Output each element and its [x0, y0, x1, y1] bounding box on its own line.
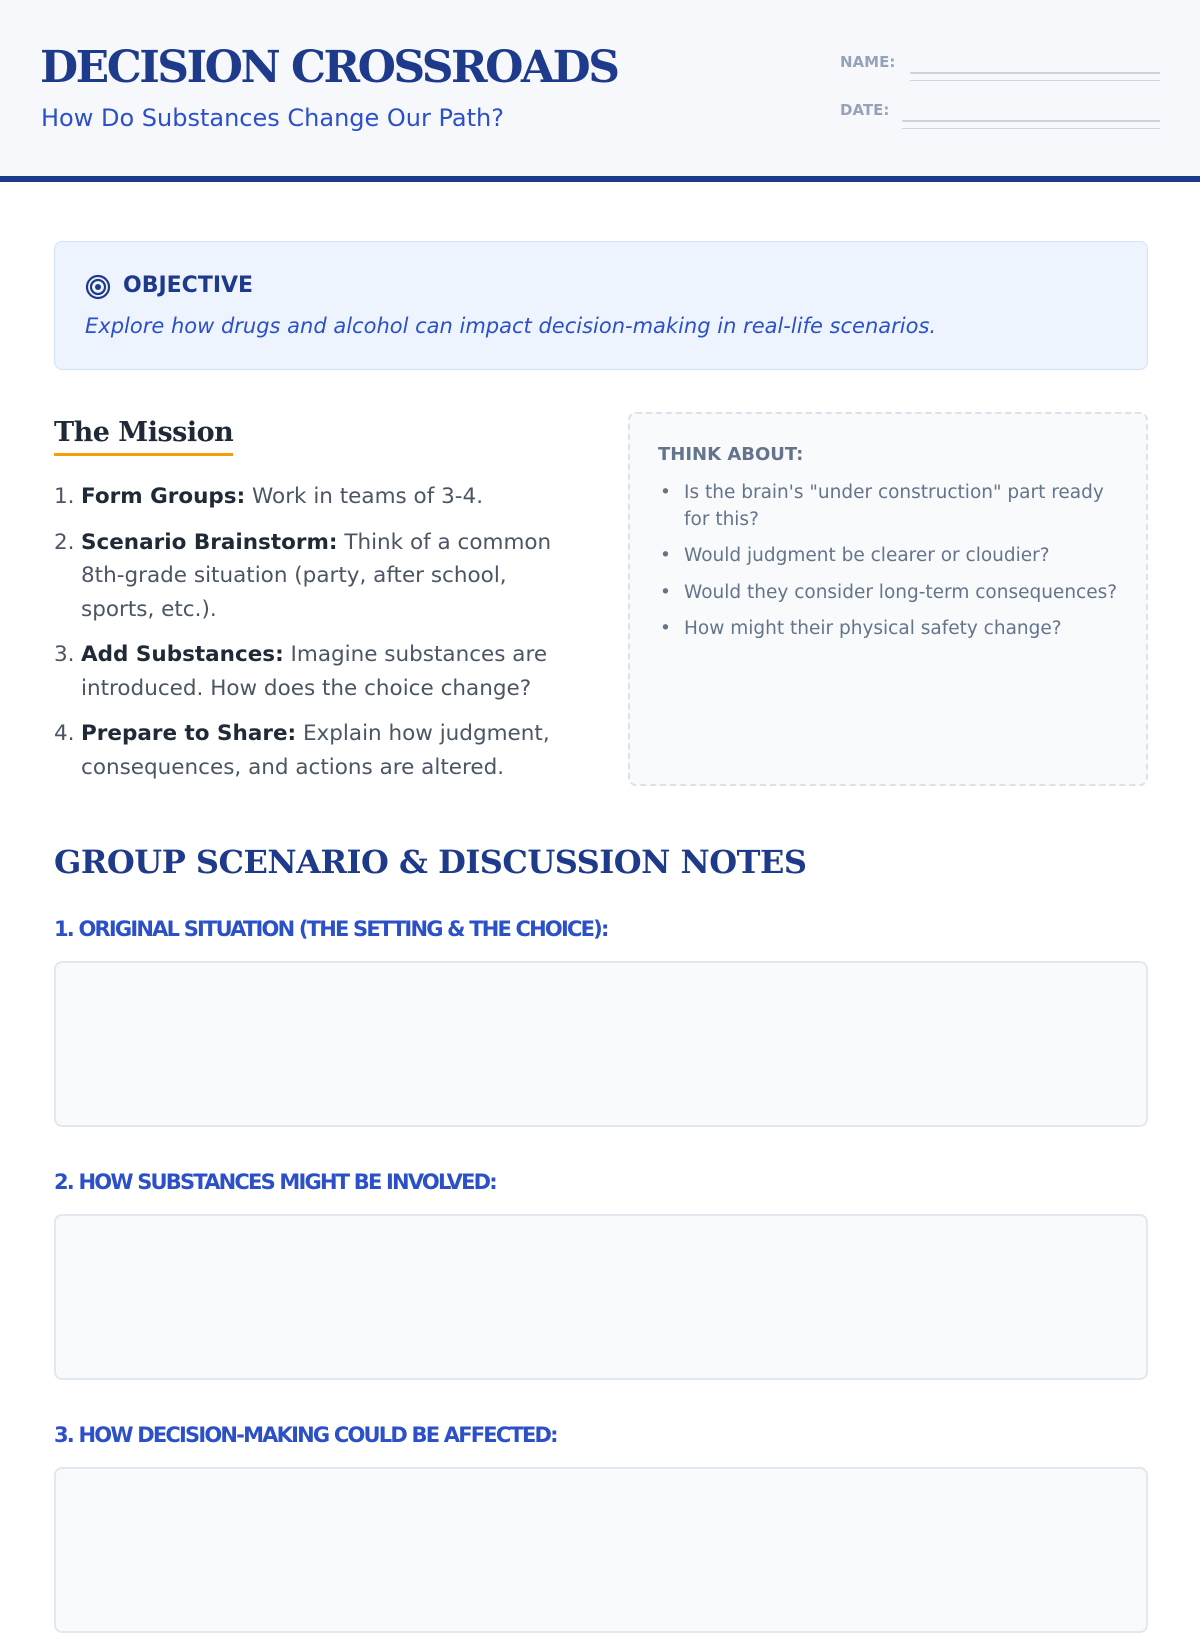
think-about-list — [658, 480, 1120, 653]
section-label-substances-involved: 2. HOW SUBSTANCES MIGHT BE INVOLVED: — [54, 1170, 496, 1194]
objective-text: Explore how drugs and alcohol can impact decision-making in real-life scenarios. — [85, 314, 937, 338]
page-title: DECISION CROSSROADS — [40, 42, 618, 93]
mission-heading: The Mission — [54, 417, 233, 456]
bullet-icon: • — [660, 545, 671, 566]
bullet-icon: • — [660, 482, 671, 503]
think-about-item — [658, 543, 1120, 570]
page-subtitle: How Do Substances Change Our Path? — [41, 104, 504, 132]
think-about-item — [658, 580, 1120, 607]
mission-item-text: Think of a common 8th-grade situation (party, after school, sports, etc.). — [81, 529, 552, 622]
think-about-item — [658, 616, 1120, 643]
mission-item-term: Prepare to Share: — [81, 721, 297, 746]
target-icon — [85, 274, 111, 300]
notes-heading: GROUP SCENARIO & DISCUSSION NOTES — [54, 843, 807, 881]
mission-item-text: Imagine substances are introduced. How does the choice change? — [81, 642, 548, 701]
bullet-icon: • — [660, 581, 671, 603]
bullet-icon: • — [660, 618, 671, 639]
mission-list — [54, 480, 574, 796]
objective-box — [54, 241, 1148, 370]
think-about-item-text: Would judgment be clearer or cloudier? — [684, 545, 1050, 566]
mission-item-term: Add Substances: — [81, 642, 284, 667]
mission-item-text: Explain how judgment, consequences, and actions are altered. — [81, 721, 550, 780]
objective-heading: OBJECTIVE — [123, 273, 254, 298]
think-about-item-text: Is the brain's "under construction" part ready for this? — [684, 482, 1104, 530]
mission-item-term: Form Groups: — [81, 484, 246, 509]
answer-box-decision-making[interactable] — [54, 1467, 1148, 1633]
think-about-heading: THINK ABOUT: — [658, 444, 804, 465]
name-label: NAME: — [840, 53, 896, 71]
mission-item-text: Work in teams of 3-4. — [245, 484, 484, 509]
section-label-original-situation: 1. ORIGINAL SITUATION (THE SETTING & THE CHOICE): — [54, 917, 608, 941]
mission-item-term: Scenario Brainstorm: — [81, 529, 338, 555]
date-label: DATE: — [840, 101, 890, 119]
mission-item — [54, 480, 574, 514]
date-field[interactable] — [902, 120, 1160, 129]
mission-item-number: 1. — [54, 484, 75, 509]
think-about-item — [658, 480, 1120, 533]
mission-item — [54, 717, 574, 784]
page-header — [0, 0, 1200, 182]
mission-item-number: 2. — [54, 529, 75, 555]
mission-item-number: 4. — [54, 721, 75, 746]
think-about-box — [628, 412, 1148, 786]
answer-box-original-situation[interactable] — [54, 961, 1148, 1127]
name-field[interactable] — [910, 72, 1160, 81]
think-about-item-text: How might their physical safety change? — [684, 618, 1062, 639]
answer-box-substances-involved[interactable] — [54, 1214, 1148, 1380]
mission-item — [54, 526, 574, 627]
mission-item-number: 3. — [54, 642, 75, 667]
section-label-decision-making: 3. HOW DECISION-MAKING COULD BE AFFECTED: — [54, 1423, 557, 1447]
think-about-item-text: Would they consider long-term consequences? — [684, 581, 1118, 603]
mission-item — [54, 638, 574, 705]
